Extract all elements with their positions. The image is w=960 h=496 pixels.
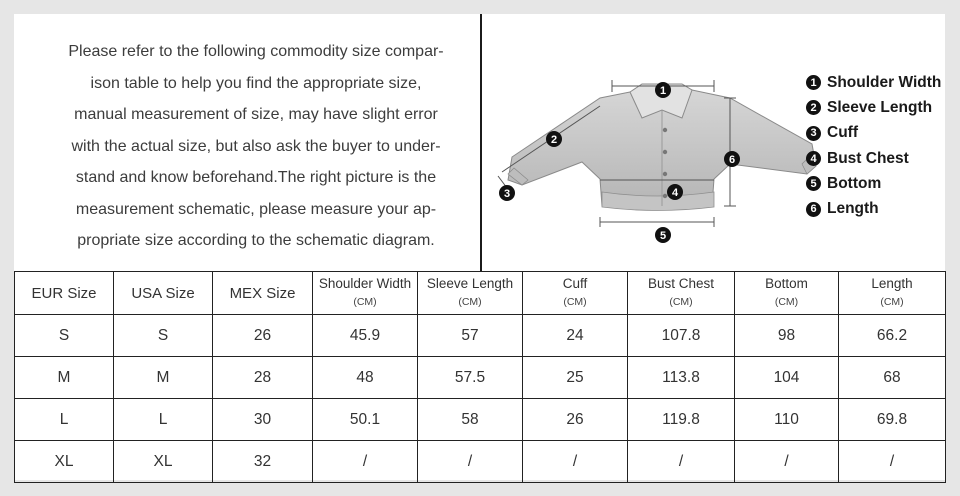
table-cell: 45.9 <box>313 315 418 357</box>
table-cell: 113.8 <box>628 357 735 399</box>
diagram-marker-1: 1 <box>659 85 667 97</box>
table-cell: / <box>839 441 946 483</box>
header-bottom: Bottom (CM) <box>735 272 839 315</box>
header-usa-size: USA Size <box>114 272 213 315</box>
table-cell: 26 <box>523 399 628 441</box>
table-cell: L <box>114 399 213 441</box>
table-cell: 57.5 <box>418 357 523 399</box>
intro-line: measurement schematic, please measure your ap- <box>75 200 437 218</box>
table-cell: 24 <box>523 315 628 357</box>
table-cell: 50.1 <box>313 399 418 441</box>
intro-line: with the actual size, but also ask the buyer to under- <box>71 137 441 155</box>
header-shoulder-width: Shoulder Width (CM) <box>313 272 418 315</box>
info-section <box>14 14 945 271</box>
header-mex-size: MEX Size <box>213 272 313 315</box>
table-header-row <box>15 272 946 315</box>
header-cuff: Cuff (CM) <box>523 272 628 315</box>
table-cell: 25 <box>523 357 628 399</box>
legend-item-bottom: 5 Bottom <box>806 171 941 196</box>
intro-line: manual measurement of size, may have slight error <box>74 106 438 123</box>
table-cell: 110 <box>735 399 839 441</box>
diagram-marker-2: 2 <box>550 134 558 146</box>
table-cell: 28 <box>213 357 313 399</box>
table-cell: 66.2 <box>839 315 946 357</box>
intro-line: propriate size according to the schematic diagram. <box>77 232 435 249</box>
table-cell: 119.8 <box>628 399 735 441</box>
legend-item-length: 6 Length <box>806 196 941 221</box>
intro-line: ison table to help you find the appropriate size, <box>90 74 422 92</box>
table-cell: 68 <box>839 357 946 399</box>
table-cell: / <box>628 441 735 483</box>
measurement-legend <box>806 70 941 222</box>
table-cell: S <box>114 315 213 357</box>
table-cell: 48 <box>313 357 418 399</box>
header-length: Length (CM) <box>839 272 946 315</box>
size-chart-card <box>14 14 945 480</box>
table-cell: M <box>114 357 213 399</box>
intro-line: stand and know beforehand.The right picture is the <box>75 169 437 186</box>
intro-line: Please refer to the following commodity size compar- <box>68 43 444 60</box>
diagram-marker-5: 5 <box>659 230 667 242</box>
intro-text <box>36 36 476 257</box>
table-cell: 98 <box>735 315 839 357</box>
table-cell: L <box>15 399 114 441</box>
table-cell: / <box>523 441 628 483</box>
header-bust-chest: Bust Chest (CM) <box>628 272 735 315</box>
table-cell: M <box>15 357 114 399</box>
table-row <box>15 441 946 483</box>
diagram-marker-6: 6 <box>728 154 736 166</box>
diagram-marker-3: 3 <box>503 188 511 200</box>
legend-item-cuff: 3 Cuff <box>806 121 941 146</box>
table-cell: XL <box>114 441 213 483</box>
table-row <box>15 357 946 399</box>
table-cell: 104 <box>735 357 839 399</box>
legend-item-sleeve-length: 2 Sleeve Length <box>806 95 941 120</box>
legend-item-bust-chest: 4 Bust Chest <box>806 146 941 171</box>
size-table <box>14 271 946 483</box>
table-cell: 69.8 <box>839 399 946 441</box>
table-cell: 32 <box>213 441 313 483</box>
table-cell: / <box>313 441 418 483</box>
table-cell: / <box>735 441 839 483</box>
legend-item-shoulder-width: 1 Shoulder Width <box>806 70 941 95</box>
table-cell: 26 <box>213 315 313 357</box>
header-sleeve-length: Sleeve Length (CM) <box>418 272 523 315</box>
table-cell: / <box>418 441 523 483</box>
table-row <box>15 399 946 441</box>
table-row <box>15 315 946 357</box>
table-cell: XL <box>15 441 114 483</box>
table-cell: 57 <box>418 315 523 357</box>
diagram-marker-4: 4 <box>671 187 679 199</box>
table-cell: 58 <box>418 399 523 441</box>
table-cell: S <box>15 315 114 357</box>
table-cell: 30 <box>213 399 313 441</box>
table-cell: 107.8 <box>628 315 735 357</box>
header-eur-size: EUR Size <box>15 272 114 315</box>
